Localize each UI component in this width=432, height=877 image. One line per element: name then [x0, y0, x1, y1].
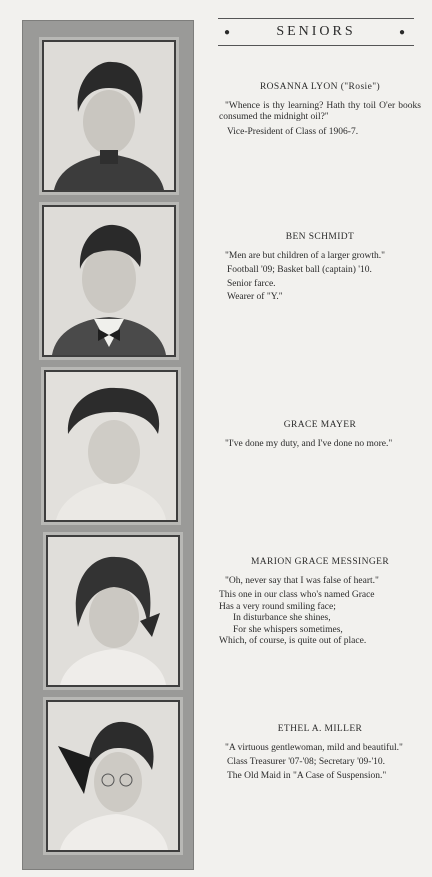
portrait-marion-grace-messinger	[46, 535, 180, 687]
senior-name: ETHEL A. MILLER	[277, 724, 363, 734]
senior-name: GRACE MAYER	[283, 420, 357, 430]
poem-line: In disturbance she shines,	[233, 613, 331, 623]
portrait-grace-mayer	[44, 370, 178, 522]
poem-line: This one in our class who's named Grace	[219, 590, 375, 600]
senior-poem	[219, 590, 421, 648]
section-title: SENIORS	[276, 24, 356, 39]
senior-note: Class Treasurer '07-'08; Secretary '09-'10.	[227, 757, 386, 767]
portrait-rosanna-lyon	[42, 40, 176, 192]
portrait-ethel-a-miller	[46, 700, 180, 852]
senior-entry	[219, 557, 421, 648]
senior-quote: "Whence is thy learning? Hath thy toil O'er books consumed the midnight oil?"	[219, 100, 421, 122]
senior-entry	[219, 82, 421, 140]
senior-quote: "I've done my duty, and I've done no more."	[225, 438, 393, 449]
portrait-ben-schmidt	[42, 205, 176, 357]
senior-name: MARION GRACE MESSINGER	[250, 557, 390, 567]
poem-line: For she whispers sometimes,	[233, 624, 343, 635]
senior-name: ROSANNA LYON ("Rosie")	[259, 82, 381, 92]
senior-quote: "A virtuous gentlewoman, mild and beautiful."	[225, 742, 403, 753]
senior-note: Vice-President of Class of 1906-7.	[227, 126, 359, 137]
senior-note: The Old Maid in "A Case of Suspension."	[227, 770, 387, 781]
senior-quote: "Oh, never say that I was false of heart."	[225, 575, 379, 586]
poem-line: Has a very round smiling face;	[219, 601, 336, 612]
senior-note: Wearer of "Y."	[227, 292, 283, 302]
bullet-icon: ●	[398, 26, 408, 38]
senior-name: BEN SCHMIDT	[285, 232, 355, 242]
senior-entry	[219, 420, 421, 453]
senior-entry	[219, 724, 421, 784]
poem-line: Which, of course, is quite out of place.	[219, 636, 367, 646]
senior-note: Senior farce.	[227, 278, 276, 289]
senior-entry	[219, 232, 421, 306]
senior-note: Football '09; Basket ball (captain) '10.	[227, 265, 372, 275]
senior-quote: "Men are but children of a larger growth."	[225, 250, 386, 261]
bullet-icon: ●	[224, 26, 234, 38]
section-header	[218, 18, 414, 46]
